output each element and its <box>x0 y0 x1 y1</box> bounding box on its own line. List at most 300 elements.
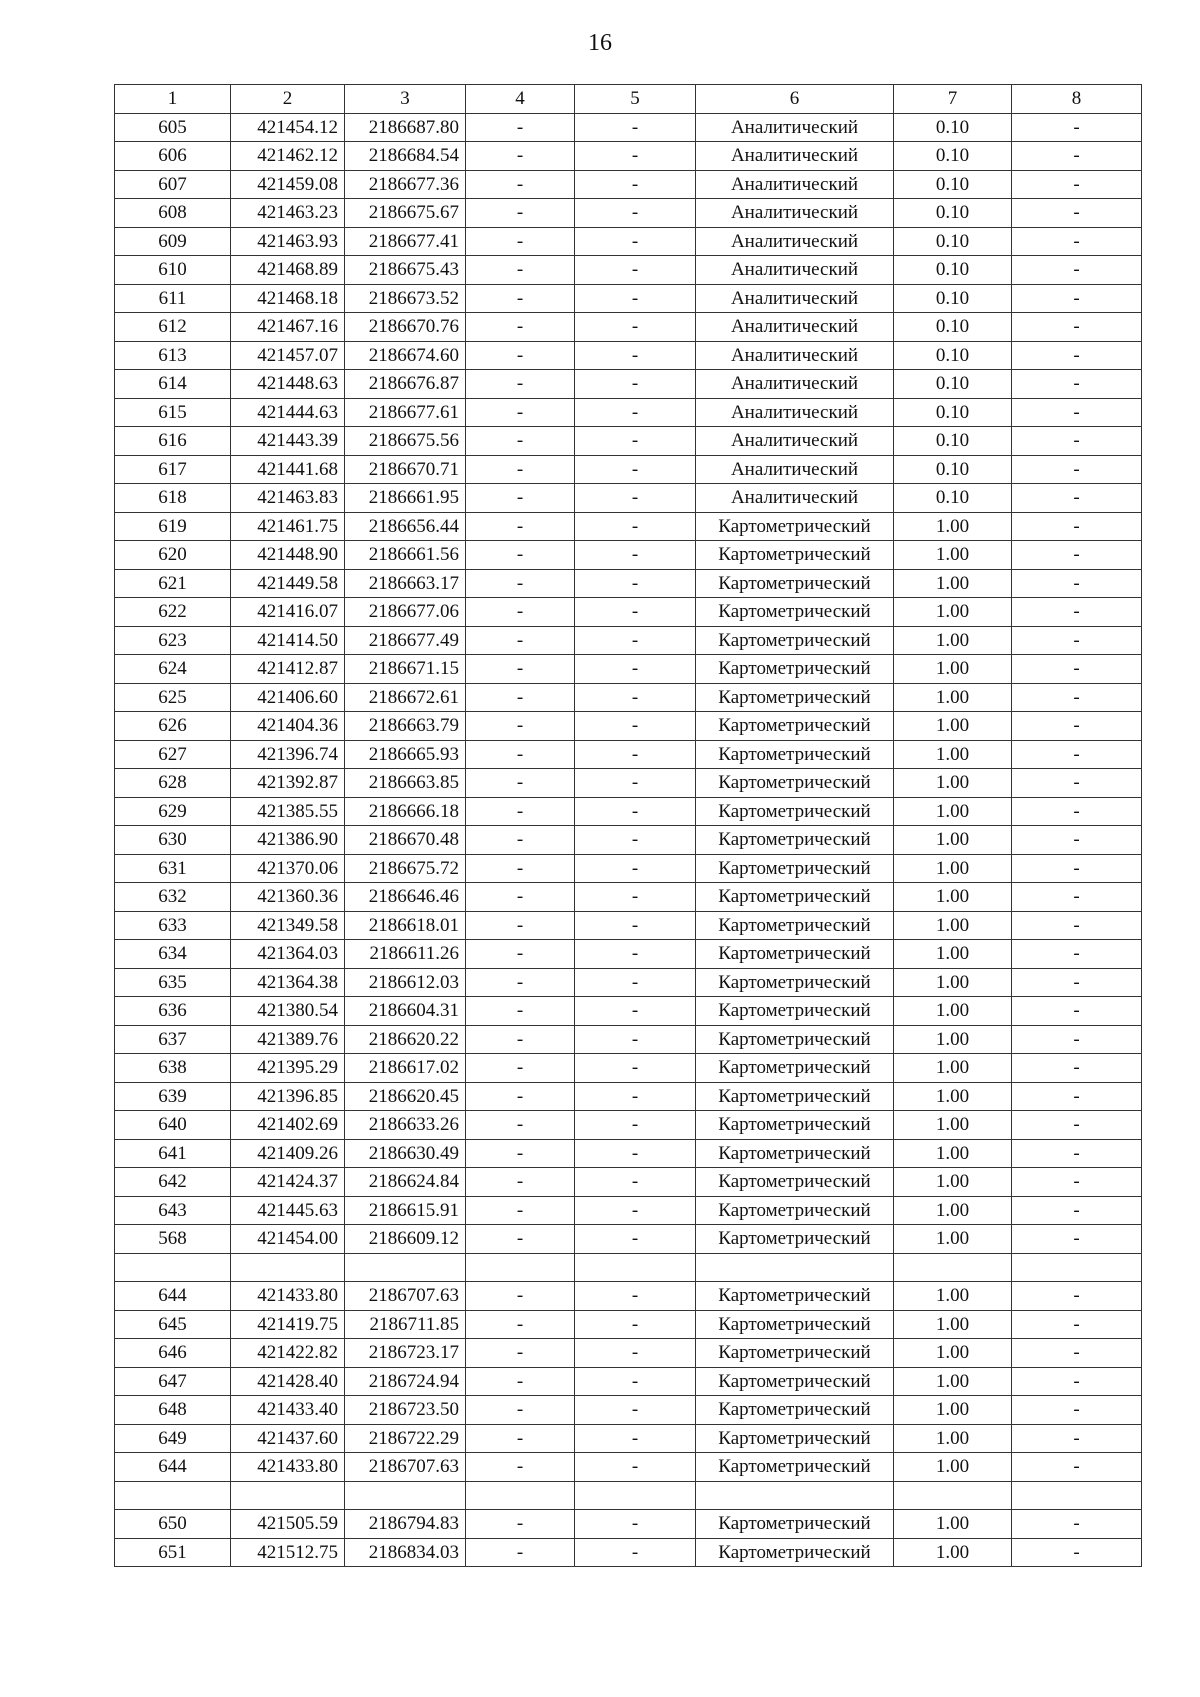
col-5-cell: - <box>575 1396 696 1425</box>
col-5-cell: - <box>575 1453 696 1482</box>
col-4-cell: - <box>466 740 575 769</box>
x-coordinate-cell: 421433.80 <box>231 1282 345 1311</box>
method-cell: Картометрический <box>696 883 894 912</box>
x-coordinate-cell: 421468.89 <box>231 256 345 285</box>
table-row <box>115 1225 1142 1254</box>
x-coordinate-cell: 421449.58 <box>231 569 345 598</box>
col-5-cell: - <box>575 626 696 655</box>
col-8-cell: - <box>1012 170 1142 199</box>
table-row <box>115 740 1142 769</box>
y-coordinate-cell: 2186661.95 <box>345 484 466 513</box>
point-number-cell: 625 <box>115 683 231 712</box>
x-coordinate-cell: 421454.00 <box>231 1225 345 1254</box>
y-coordinate-cell: 2186633.26 <box>345 1111 466 1140</box>
col-4-cell: - <box>466 769 575 798</box>
method-cell: Картометрический <box>696 1538 894 1567</box>
y-coordinate-cell: 2186723.17 <box>345 1339 466 1368</box>
col-4-cell: - <box>466 826 575 855</box>
table-row <box>115 427 1142 456</box>
y-coordinate-cell: 2186624.84 <box>345 1168 466 1197</box>
table-row <box>115 883 1142 912</box>
point-number-cell: 632 <box>115 883 231 912</box>
point-number-cell: 605 <box>115 113 231 142</box>
accuracy-cell: 1.00 <box>894 1082 1012 1111</box>
method-cell: Картометрический <box>696 740 894 769</box>
accuracy-cell <box>894 1481 1012 1510</box>
accuracy-cell: 1.00 <box>894 997 1012 1026</box>
x-coordinate-cell <box>231 1253 345 1282</box>
x-coordinate-cell: 421416.07 <box>231 598 345 627</box>
col-8-cell: - <box>1012 1453 1142 1482</box>
col-4-cell: - <box>466 1282 575 1311</box>
accuracy-cell: 1.00 <box>894 940 1012 969</box>
col-5-cell: - <box>575 227 696 256</box>
col-8-cell: - <box>1012 598 1142 627</box>
col-4-cell: - <box>466 655 575 684</box>
col-5-cell: - <box>575 1111 696 1140</box>
col-8-cell: - <box>1012 1396 1142 1425</box>
col-4-cell: - <box>466 1510 575 1539</box>
x-coordinate-cell: 421433.40 <box>231 1396 345 1425</box>
table-row <box>115 1510 1142 1539</box>
method-cell: Картометрический <box>696 911 894 940</box>
col-4-cell: - <box>466 1082 575 1111</box>
y-coordinate-cell: 2186630.49 <box>345 1139 466 1168</box>
point-number-cell: 618 <box>115 484 231 513</box>
method-cell: Картометрический <box>696 512 894 541</box>
table-row <box>115 854 1142 883</box>
method-cell <box>696 1481 894 1510</box>
y-coordinate-cell: 2186671.15 <box>345 655 466 684</box>
table-row <box>115 455 1142 484</box>
table-row <box>115 113 1142 142</box>
x-coordinate-cell: 421463.23 <box>231 199 345 228</box>
col-5-cell: - <box>575 313 696 342</box>
col-5-cell: - <box>575 142 696 171</box>
method-cell: Аналитический <box>696 170 894 199</box>
y-coordinate-cell: 2186677.49 <box>345 626 466 655</box>
y-coordinate-cell: 2186675.56 <box>345 427 466 456</box>
x-coordinate-cell: 421512.75 <box>231 1538 345 1567</box>
accuracy-cell: 0.10 <box>894 227 1012 256</box>
table-row <box>115 826 1142 855</box>
method-cell: Аналитический <box>696 113 894 142</box>
point-number-cell: 647 <box>115 1367 231 1396</box>
table-row <box>115 1196 1142 1225</box>
table-row <box>115 1282 1142 1311</box>
x-coordinate-cell: 421441.68 <box>231 455 345 484</box>
y-coordinate-cell: 2186670.48 <box>345 826 466 855</box>
col-8-cell: - <box>1012 284 1142 313</box>
accuracy-cell: 0.10 <box>894 398 1012 427</box>
table-row <box>115 769 1142 798</box>
col-5-cell: - <box>575 1424 696 1453</box>
col-4-cell: - <box>466 313 575 342</box>
col-5-cell: - <box>575 370 696 399</box>
col-4-cell: - <box>466 512 575 541</box>
table-row <box>115 398 1142 427</box>
x-coordinate-cell: 421414.50 <box>231 626 345 655</box>
table-row <box>115 370 1142 399</box>
x-coordinate-cell: 421437.60 <box>231 1424 345 1453</box>
y-coordinate-cell: 2186673.52 <box>345 284 466 313</box>
accuracy-cell: 0.10 <box>894 455 1012 484</box>
col-4-cell: - <box>466 1310 575 1339</box>
col-8-cell: - <box>1012 1168 1142 1197</box>
col-4-cell: - <box>466 484 575 513</box>
table-row <box>115 1481 1142 1510</box>
col-4-cell: - <box>466 341 575 370</box>
method-cell: Картометрический <box>696 1025 894 1054</box>
method-cell: Картометрический <box>696 683 894 712</box>
method-cell: Аналитический <box>696 341 894 370</box>
y-coordinate-cell: 2186663.79 <box>345 712 466 741</box>
table-row <box>115 227 1142 256</box>
col-8-cell: - <box>1012 1054 1142 1083</box>
col-8-cell: - <box>1012 1225 1142 1254</box>
col-5-cell: - <box>575 740 696 769</box>
point-number-cell: 614 <box>115 370 231 399</box>
col-5-cell: - <box>575 427 696 456</box>
col-5-cell: - <box>575 1282 696 1311</box>
method-cell: Картометрический <box>696 1111 894 1140</box>
accuracy-cell: 1.00 <box>894 826 1012 855</box>
col-8-cell: - <box>1012 1139 1142 1168</box>
y-coordinate-cell: 2186670.71 <box>345 455 466 484</box>
y-coordinate-cell: 2186672.61 <box>345 683 466 712</box>
method-cell: Картометрический <box>696 569 894 598</box>
col-8-cell: - <box>1012 769 1142 798</box>
accuracy-cell: 1.00 <box>894 854 1012 883</box>
table-row <box>115 284 1142 313</box>
y-coordinate-cell: 2186707.63 <box>345 1282 466 1311</box>
x-coordinate-cell: 421468.18 <box>231 284 345 313</box>
col-4-cell: - <box>466 683 575 712</box>
method-cell: Картометрический <box>696 1310 894 1339</box>
accuracy-cell: 1.00 <box>894 1339 1012 1368</box>
accuracy-cell: 1.00 <box>894 1367 1012 1396</box>
col-5-cell: - <box>575 1510 696 1539</box>
table-row <box>115 1310 1142 1339</box>
method-cell: Картометрический <box>696 1282 894 1311</box>
table-row <box>115 1424 1142 1453</box>
point-number-cell: 646 <box>115 1339 231 1368</box>
y-coordinate-cell: 2186711.85 <box>345 1310 466 1339</box>
col-5-cell: - <box>575 797 696 826</box>
col-8-cell: - <box>1012 455 1142 484</box>
col-5-cell: - <box>575 1082 696 1111</box>
x-coordinate-cell: 421443.39 <box>231 427 345 456</box>
y-coordinate-cell: 2186617.02 <box>345 1054 466 1083</box>
col-5-cell: - <box>575 997 696 1026</box>
header-cell-1: 1 <box>115 85 231 114</box>
accuracy-cell: 1.00 <box>894 769 1012 798</box>
y-coordinate-cell: 2186661.56 <box>345 541 466 570</box>
table-row <box>115 1054 1142 1083</box>
point-number-cell: 645 <box>115 1310 231 1339</box>
col-4-cell: - <box>466 883 575 912</box>
col-4-cell: - <box>466 370 575 399</box>
point-number-cell: 644 <box>115 1282 231 1311</box>
y-coordinate-cell: 2186676.87 <box>345 370 466 399</box>
x-coordinate-cell: 421370.06 <box>231 854 345 883</box>
col-8-cell: - <box>1012 911 1142 940</box>
accuracy-cell: 1.00 <box>894 683 1012 712</box>
point-number-cell: 606 <box>115 142 231 171</box>
y-coordinate-cell: 2186612.03 <box>345 968 466 997</box>
x-coordinate-cell: 421454.12 <box>231 113 345 142</box>
col-4-cell: - <box>466 170 575 199</box>
col-4-cell: - <box>466 1139 575 1168</box>
x-coordinate-cell: 421389.76 <box>231 1025 345 1054</box>
accuracy-cell: 1.00 <box>894 740 1012 769</box>
col-4-cell: - <box>466 1453 575 1482</box>
col-8-cell: - <box>1012 740 1142 769</box>
method-cell: Картометрический <box>696 1424 894 1453</box>
y-coordinate-cell: 2186707.63 <box>345 1453 466 1482</box>
accuracy-cell: 1.00 <box>894 626 1012 655</box>
col-5-cell: - <box>575 1196 696 1225</box>
accuracy-cell: 0.10 <box>894 199 1012 228</box>
table-row <box>115 1453 1142 1482</box>
col-5-cell <box>575 1253 696 1282</box>
method-cell: Картометрический <box>696 1225 894 1254</box>
accuracy-cell: 1.00 <box>894 655 1012 684</box>
method-cell: Картометрический <box>696 598 894 627</box>
accuracy-cell: 1.00 <box>894 911 1012 940</box>
col-4-cell: - <box>466 598 575 627</box>
y-coordinate-cell: 2186723.50 <box>345 1396 466 1425</box>
x-coordinate-cell: 421428.40 <box>231 1367 345 1396</box>
y-coordinate-cell: 2186674.60 <box>345 341 466 370</box>
col-5-cell: - <box>575 256 696 285</box>
col-5-cell: - <box>575 484 696 513</box>
x-coordinate-cell: 421444.63 <box>231 398 345 427</box>
col-5-cell: - <box>575 455 696 484</box>
col-4-cell: - <box>466 569 575 598</box>
x-coordinate-cell: 421467.16 <box>231 313 345 342</box>
method-cell: Аналитический <box>696 256 894 285</box>
point-number-cell: 609 <box>115 227 231 256</box>
col-4-cell: - <box>466 1054 575 1083</box>
x-coordinate-cell: 421461.75 <box>231 512 345 541</box>
method-cell: Картометрический <box>696 940 894 969</box>
point-number-cell: 612 <box>115 313 231 342</box>
accuracy-cell: 1.00 <box>894 883 1012 912</box>
point-number-cell: 616 <box>115 427 231 456</box>
col-4-cell: - <box>466 712 575 741</box>
method-cell: Картометрический <box>696 968 894 997</box>
accuracy-cell: 0.10 <box>894 113 1012 142</box>
col-4-cell: - <box>466 1339 575 1368</box>
y-coordinate-cell <box>345 1481 466 1510</box>
table-row <box>115 1396 1142 1425</box>
accuracy-cell: 1.00 <box>894 1054 1012 1083</box>
col-5-cell: - <box>575 883 696 912</box>
table-row <box>115 1111 1142 1140</box>
x-coordinate-cell: 421445.63 <box>231 1196 345 1225</box>
x-coordinate-cell: 421402.69 <box>231 1111 345 1140</box>
point-number-cell: 613 <box>115 341 231 370</box>
table-row <box>115 341 1142 370</box>
x-coordinate-cell: 421457.07 <box>231 341 345 370</box>
point-number-cell: 610 <box>115 256 231 285</box>
col-4-cell: - <box>466 1168 575 1197</box>
method-cell: Картометрический <box>696 1396 894 1425</box>
col-5-cell: - <box>575 541 696 570</box>
col-8-cell: - <box>1012 1424 1142 1453</box>
header-cell-6: 6 <box>696 85 894 114</box>
col-5-cell: - <box>575 826 696 855</box>
accuracy-cell: 1.00 <box>894 797 1012 826</box>
point-number-cell: 627 <box>115 740 231 769</box>
col-8-cell: - <box>1012 655 1142 684</box>
method-cell: Аналитический <box>696 199 894 228</box>
col-8-cell: - <box>1012 1339 1142 1368</box>
col-5-cell: - <box>575 769 696 798</box>
col-4-cell: - <box>466 1111 575 1140</box>
table-row <box>115 1168 1142 1197</box>
accuracy-cell: 0.10 <box>894 341 1012 370</box>
col-4-cell: - <box>466 997 575 1026</box>
col-4-cell: - <box>466 541 575 570</box>
table-row <box>115 655 1142 684</box>
point-number-cell: 636 <box>115 997 231 1026</box>
y-coordinate-cell: 2186677.36 <box>345 170 466 199</box>
col-5-cell <box>575 1481 696 1510</box>
header-cell-7: 7 <box>894 85 1012 114</box>
accuracy-cell: 1.00 <box>894 1510 1012 1539</box>
y-coordinate-cell: 2186611.26 <box>345 940 466 969</box>
col-8-cell: - <box>1012 341 1142 370</box>
col-4-cell: - <box>466 1196 575 1225</box>
table-row <box>115 569 1142 598</box>
accuracy-cell: 1.00 <box>894 1111 1012 1140</box>
point-number-cell: 617 <box>115 455 231 484</box>
y-coordinate-cell: 2186724.94 <box>345 1367 466 1396</box>
x-coordinate-cell: 421364.38 <box>231 968 345 997</box>
col-8-cell <box>1012 1481 1142 1510</box>
x-coordinate-cell: 421463.93 <box>231 227 345 256</box>
col-4-cell: - <box>466 284 575 313</box>
method-cell: Картометрический <box>696 997 894 1026</box>
method-cell: Картометрический <box>696 1453 894 1482</box>
col-5-cell: - <box>575 1139 696 1168</box>
col-5-cell: - <box>575 569 696 598</box>
col-5-cell: - <box>575 911 696 940</box>
col-8-cell: - <box>1012 427 1142 456</box>
header-cell-5: 5 <box>575 85 696 114</box>
col-4-cell: - <box>466 1025 575 1054</box>
point-number-cell: 635 <box>115 968 231 997</box>
col-8-cell: - <box>1012 484 1142 513</box>
y-coordinate-cell: 2186656.44 <box>345 512 466 541</box>
col-5-cell: - <box>575 1310 696 1339</box>
point-number-cell: 626 <box>115 712 231 741</box>
accuracy-cell: 0.10 <box>894 256 1012 285</box>
y-coordinate-cell: 2186670.76 <box>345 313 466 342</box>
y-coordinate-cell: 2186620.22 <box>345 1025 466 1054</box>
col-8-cell: - <box>1012 398 1142 427</box>
x-coordinate-cell: 421396.85 <box>231 1082 345 1111</box>
table-row <box>115 598 1142 627</box>
y-coordinate-cell: 2186604.31 <box>345 997 466 1026</box>
col-4-cell: - <box>466 797 575 826</box>
accuracy-cell: 1.00 <box>894 1282 1012 1311</box>
method-cell: Картометрический <box>696 1168 894 1197</box>
accuracy-cell: 1.00 <box>894 1424 1012 1453</box>
col-8-cell: - <box>1012 256 1142 285</box>
method-cell: Картометрический <box>696 1054 894 1083</box>
method-cell: Аналитический <box>696 484 894 513</box>
y-coordinate-cell: 2186663.17 <box>345 569 466 598</box>
method-cell: Аналитический <box>696 227 894 256</box>
x-coordinate-cell: 421462.12 <box>231 142 345 171</box>
y-coordinate-cell <box>345 1253 466 1282</box>
x-coordinate-cell: 421395.29 <box>231 1054 345 1083</box>
accuracy-cell: 0.10 <box>894 170 1012 199</box>
table-row <box>115 626 1142 655</box>
x-coordinate-cell: 421364.03 <box>231 940 345 969</box>
method-cell: Картометрический <box>696 626 894 655</box>
header-row <box>115 85 1142 114</box>
accuracy-cell: 0.10 <box>894 484 1012 513</box>
col-8-cell: - <box>1012 940 1142 969</box>
col-4-cell: - <box>466 1538 575 1567</box>
col-4-cell: - <box>466 911 575 940</box>
col-8-cell: - <box>1012 626 1142 655</box>
col-8-cell: - <box>1012 1310 1142 1339</box>
col-4-cell: - <box>466 626 575 655</box>
accuracy-cell: 1.00 <box>894 968 1012 997</box>
table-row <box>115 1339 1142 1368</box>
method-cell: Картометрический <box>696 1196 894 1225</box>
point-number-cell: 634 <box>115 940 231 969</box>
point-number-cell <box>115 1253 231 1282</box>
method-cell <box>696 1253 894 1282</box>
col-8-cell: - <box>1012 1282 1142 1311</box>
x-coordinate-cell: 421448.90 <box>231 541 345 570</box>
col-4-cell: - <box>466 256 575 285</box>
x-coordinate-cell: 421386.90 <box>231 826 345 855</box>
table-row <box>115 1538 1142 1567</box>
x-coordinate-cell: 421459.08 <box>231 170 345 199</box>
table-row <box>115 1139 1142 1168</box>
col-5-cell: - <box>575 598 696 627</box>
table-body <box>115 113 1142 1567</box>
y-coordinate-cell: 2186609.12 <box>345 1225 466 1254</box>
accuracy-cell: 1.00 <box>894 1168 1012 1197</box>
x-coordinate-cell: 421412.87 <box>231 655 345 684</box>
col-5-cell: - <box>575 968 696 997</box>
accuracy-cell: 1.00 <box>894 1453 1012 1482</box>
col-5-cell: - <box>575 512 696 541</box>
col-4-cell: - <box>466 227 575 256</box>
y-coordinate-cell: 2186794.83 <box>345 1510 466 1539</box>
col-5-cell: - <box>575 1538 696 1567</box>
method-cell: Картометрический <box>696 655 894 684</box>
col-8-cell: - <box>1012 1538 1142 1567</box>
col-8-cell: - <box>1012 1196 1142 1225</box>
col-8-cell: - <box>1012 569 1142 598</box>
y-coordinate-cell: 2186675.72 <box>345 854 466 883</box>
table-row <box>115 170 1142 199</box>
method-cell: Аналитический <box>696 284 894 313</box>
col-4-cell: - <box>466 1367 575 1396</box>
point-number-cell: 621 <box>115 569 231 598</box>
method-cell: Аналитический <box>696 370 894 399</box>
point-number-cell: 619 <box>115 512 231 541</box>
